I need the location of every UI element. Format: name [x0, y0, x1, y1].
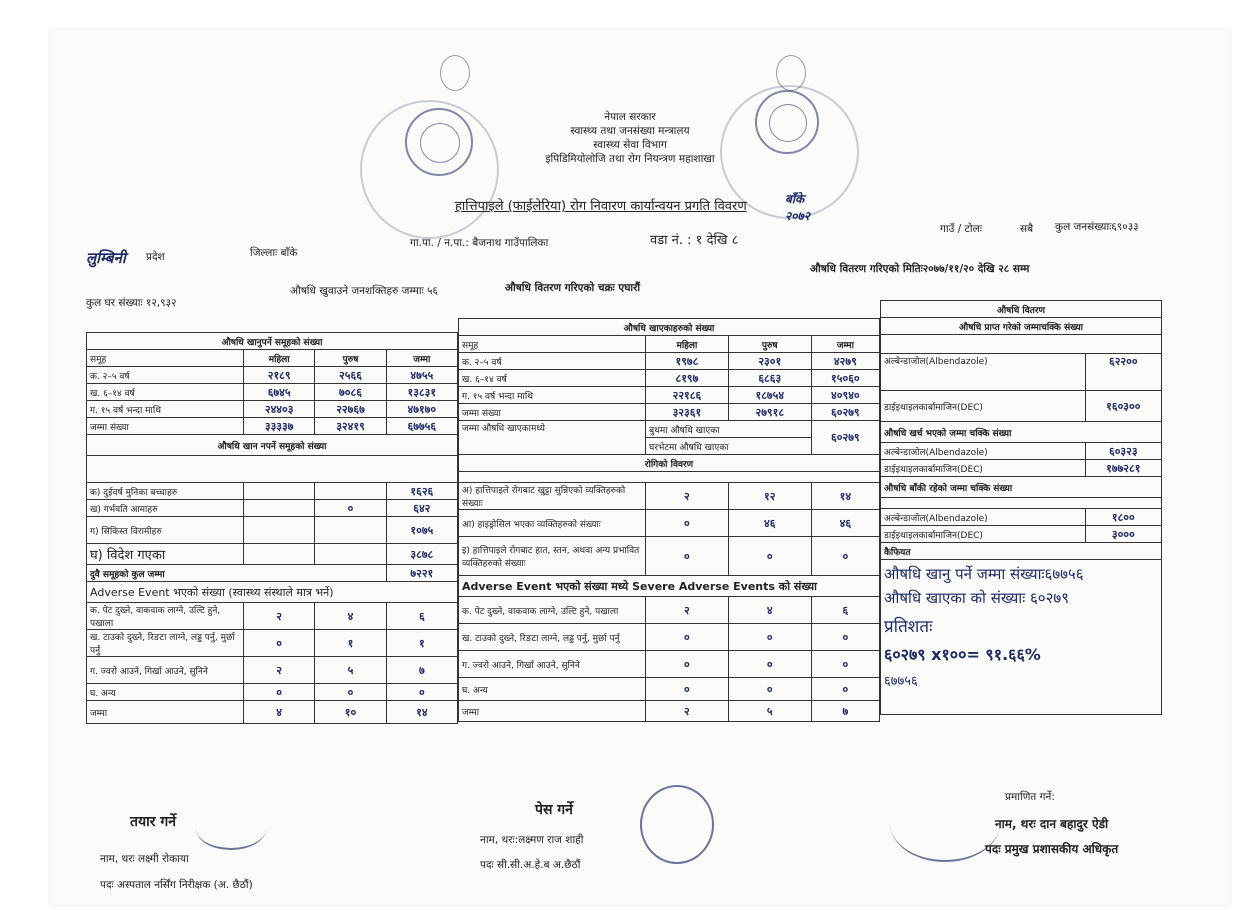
cell: जम्मा संख्या — [459, 404, 646, 421]
cell: ३००० — [1085, 526, 1161, 543]
cell: घ) विदेश गएका — [87, 544, 244, 565]
cell: ० — [728, 651, 811, 678]
cell: जम्मा संख्या — [87, 418, 244, 435]
cell: ६०२७९ — [811, 421, 879, 455]
cell: २२७६७ — [315, 401, 386, 418]
prepared-name: नाम, थरः लक्ष्मी रोकाया — [100, 853, 189, 865]
cell: ३२३६१ — [646, 404, 729, 421]
col-header: जम्मा — [811, 336, 879, 353]
right-table — [880, 300, 1162, 715]
cell: १४ — [811, 483, 879, 510]
cell: डाईइथाइलकार्बामाजिन(DEC) — [881, 391, 1086, 422]
table-row — [87, 418, 458, 435]
cell: १८७५४ — [728, 387, 811, 404]
cell: ० — [386, 684, 457, 701]
table-row — [881, 460, 1162, 477]
table-row — [459, 370, 880, 387]
col-header: समूह — [459, 336, 646, 353]
cell: जम्मा औषधि खाएकामध्ये — [459, 421, 646, 455]
cell: ग. १५ वर्ष भन्दा माथि — [87, 401, 244, 418]
cell: घ. अन्य — [459, 678, 646, 701]
cell: १०७५ — [386, 517, 457, 544]
table-row — [459, 483, 880, 510]
cell: ० — [646, 537, 729, 576]
cell — [244, 500, 315, 517]
cell: ६०२७९ — [811, 404, 879, 421]
spent-title: औषधि खर्च भएको जम्मा चक्कि संख्या — [881, 422, 1162, 443]
remarks-box — [881, 560, 1162, 715]
cell — [244, 517, 315, 544]
mid-table-title: औषधि खाएकाहरुको संख्या — [459, 319, 880, 336]
cell: ६ — [811, 597, 879, 624]
left-table-title: औषधि खानुपर्ने समूहको संख्या — [87, 333, 458, 350]
col-header: पुरुष — [315, 350, 386, 367]
table-row — [87, 500, 458, 517]
table-row — [87, 483, 458, 500]
col-header: पुरुष — [728, 336, 811, 353]
left-table — [86, 332, 458, 724]
cell: ० — [811, 651, 879, 678]
cell: ४ — [315, 603, 386, 630]
left-title: औषधि बाँकी रहेको जम्मा चक्कि संख्या — [881, 477, 1162, 498]
cell: ० — [244, 684, 315, 701]
cell: बुथमा औषधि खाएका — [646, 421, 812, 438]
cell: १५०६० — [811, 370, 879, 387]
cell: ० — [646, 651, 729, 678]
cell: ग) सिकिस्त विरामीहरु — [87, 517, 244, 544]
cell: १२ — [728, 483, 811, 510]
submitted-post: पदः सी.सी.अ.हे.ब अ.छैठौं — [480, 859, 581, 871]
remark-line: प्रतिशतः — [884, 617, 933, 637]
cell: ० — [811, 537, 879, 576]
cell: ० — [811, 678, 879, 701]
cell: २४४०३ — [244, 401, 315, 418]
table-row — [459, 597, 880, 624]
cell: जम्मा — [87, 701, 244, 724]
remark-line: औषधि खाएका को संख्याः ६०२७९ — [884, 589, 1069, 607]
stamp-text: बाँके २०७२ — [785, 192, 810, 223]
header-division: इपिडिमियोलोजि तथा रोग नियन्त्रण महाशाखा — [545, 153, 715, 165]
cell: ० — [728, 537, 811, 576]
cell: ६ — [386, 603, 457, 630]
distribution-date: औषधि वितरण गरिएको मितिः२०७७/११/२० देखि २८ सम्म — [810, 263, 1030, 275]
header-dept: स्वास्थ्य सेवा विभाग — [593, 139, 667, 151]
table-row — [459, 387, 880, 404]
table-row — [87, 544, 458, 565]
cell: क. पेट दुख्ने, वाकवाक लाग्ने, उल्टि हुने, पखाला — [459, 597, 646, 624]
remark-line: ६७७५६ — [884, 674, 918, 689]
cell: ख. टाउको दुख्ने, रिङटा लाग्ने, लड्ड पर्नु, मुर्छा पर्नु — [459, 624, 646, 651]
cell: १३८३१ — [386, 384, 457, 401]
cell: ० — [646, 510, 729, 537]
cell: ६७४५ — [244, 384, 315, 401]
cell: क. पेट दुख्ने, वाकवाक लाग्ने, उल्टि हुने, पखाला — [87, 603, 244, 630]
cell: क) दुईवर्ष मुनिका बच्चाहरु — [87, 483, 244, 500]
col-header: समूह — [87, 350, 244, 367]
cell: जम्मा — [459, 701, 646, 722]
table-row — [459, 404, 880, 421]
cell: ८१९७ — [646, 370, 729, 387]
cell: २५६६ — [315, 367, 386, 384]
table-row — [881, 391, 1162, 422]
cell: ४ — [728, 597, 811, 624]
cell: ६२२०० — [1085, 354, 1161, 391]
cell: ६०३२३ — [1085, 443, 1161, 460]
cell: ग. ज्वरो आउने, गिर्खा आउने, सुनिने — [87, 657, 244, 684]
table-row — [459, 701, 880, 722]
cell: ४६ — [811, 510, 879, 537]
ward: वडा नं. : १ देखि ८ — [650, 233, 739, 248]
table-row — [459, 510, 880, 537]
cell: २ — [646, 597, 729, 624]
cell: क. २–५ वर्ष — [87, 367, 244, 384]
province-label: प्रदेश — [146, 251, 165, 263]
table-row — [87, 657, 458, 684]
cell: आ) हाइड्रोसिल भएका व्यक्तिहरुको संख्याः — [459, 510, 646, 537]
table-row — [881, 443, 1162, 460]
cell: १ — [315, 630, 386, 657]
cell: ४ — [244, 701, 315, 724]
col-header: महिला — [646, 336, 729, 353]
cell: अ) हात्तिपाइले रोगबाट खुट्टा सुन्निएको व्यक्तिहरुको संख्याः — [459, 483, 646, 510]
verified-name: नाम, थरः दान बहादुर ऐडी — [995, 817, 1109, 831]
cell — [315, 544, 386, 565]
signature-prepared — [196, 808, 266, 850]
cell: अल्बेन्डाजोल(Albendazole) — [881, 509, 1086, 526]
right-table-title: औषधि वितरण — [881, 301, 1162, 318]
cell: ४६ — [728, 510, 811, 537]
cell: ३८७८ — [386, 544, 457, 565]
table-row — [881, 526, 1162, 543]
table-row — [881, 354, 1162, 391]
table-row — [881, 509, 1162, 526]
cell: १० — [315, 701, 386, 724]
table-row — [459, 651, 880, 678]
cell: २७९१८ — [728, 404, 811, 421]
seal-ring-left — [360, 100, 499, 239]
middle-table — [458, 318, 880, 722]
prepared-by: तयार गर्ने — [130, 814, 176, 830]
cell: ० — [646, 624, 729, 651]
cell: ख. ६–१४ वर्ष — [87, 384, 244, 401]
cell: ६४२ — [386, 500, 457, 517]
prepared-post: पदः अस्पताल नर्सिंग निरीक्षक (अ. छैठौं) — [100, 879, 253, 891]
cell: दुवै समूहको कुल जम्मा — [87, 565, 387, 582]
municipality: गा.पा. / न.पा.: बैजनाथ गाउँपालिका — [410, 237, 549, 249]
cell: अल्बेन्डाजोल(Albendazole) — [881, 443, 1086, 460]
cell: २ — [244, 603, 315, 630]
cell: २ — [646, 483, 729, 510]
table-row — [87, 367, 458, 384]
header-ministry: स्वास्थ्य तथा जनसंख्या मन्त्रालय — [570, 125, 690, 137]
cell: घ. अन्य — [87, 684, 244, 701]
cell: ० — [244, 630, 315, 657]
volunteer-count: औषधि खुवाउने जनशक्तिहरु जम्माः ५६ — [290, 285, 438, 297]
table-row — [87, 517, 458, 544]
submitted-name: नाम, थरः:लक्ष्मण राज शाही — [480, 834, 584, 846]
signature-verified — [890, 785, 1000, 862]
table-row — [87, 701, 458, 724]
cell: ख. ६–१४ वर्ष — [459, 370, 646, 387]
table-row — [87, 401, 458, 418]
distribution-round: औषधि वितरण गरिएको चक्रः एघारौं — [505, 282, 641, 294]
cell: ३२४१९ — [315, 418, 386, 435]
table-row — [459, 624, 880, 651]
submitted-by: पेस गर्ने — [535, 802, 573, 818]
table-row — [459, 678, 880, 701]
district: जिल्लाः बाँके — [250, 247, 298, 259]
cell: ४७१७० — [386, 401, 457, 418]
remark-line: औषधि खानु पर्ने जम्मा संख्याः६७७५६ — [884, 565, 1084, 583]
received-title: औषधि प्राप्त गरेको जम्माचक्कि संख्या — [881, 318, 1162, 335]
col-header: जम्मा — [386, 350, 457, 367]
cell: ० — [315, 684, 386, 701]
cell: २३०१ — [728, 353, 811, 370]
table-row — [87, 565, 458, 582]
adverse-title: Adverse Event भएको संख्या (स्वास्थ्य संस्थाले मात्र भर्ने) — [87, 582, 458, 603]
village-label: गाउँ / टोलः — [940, 223, 982, 235]
cell: ० — [728, 624, 811, 651]
cell: १६२६ — [386, 483, 457, 500]
header-gov: नेपाल सरकार — [604, 111, 656, 123]
table-row — [87, 603, 458, 630]
table-row — [459, 421, 880, 438]
cell: ३३३३७ — [244, 418, 315, 435]
verified-by: प्रमाणित गर्ने: — [1005, 791, 1055, 803]
cell: इ) हात्तिपाइले रोगबाट हात, स्तन, अथवा अन्य प्रभावित व्यक्तिहरुको संख्याः — [459, 537, 646, 576]
cell: १४ — [386, 701, 457, 724]
cell: १ — [386, 630, 457, 657]
cell: २ — [646, 701, 729, 722]
table-row — [87, 384, 458, 401]
house-count: कुल घर संख्याः १२,९३२ — [86, 297, 177, 309]
verified-post: पदः प्रमुख प्रशासकीय अधिकृत — [985, 842, 1119, 856]
cell: क. २–५ वर्ष — [459, 353, 646, 370]
remark-line: ६०२७९ x१००= ९१.६६% — [884, 645, 1041, 664]
col-header: महिला — [244, 350, 315, 367]
cell: २२१८६ — [646, 387, 729, 404]
cell: २१८९ — [244, 367, 315, 384]
table-row — [87, 684, 458, 701]
cell: १८०० — [1085, 509, 1161, 526]
cell: ४७५५ — [386, 367, 457, 384]
cell: ग. १५ वर्ष भन्दा माथि — [459, 387, 646, 404]
cell: ० — [646, 678, 729, 701]
cell: १९७८ — [646, 353, 729, 370]
cell: अल्बेन्डाजोल(Albendazole) — [881, 354, 1086, 391]
cell: ६७७५६ — [386, 418, 457, 435]
cell: डाईइथाइलकार्बामाजिन(DEC) — [881, 460, 1086, 477]
table-row — [459, 353, 880, 370]
signature-submitted — [640, 785, 714, 864]
cell: ५ — [728, 701, 811, 722]
remarks-title: कैफियत — [881, 543, 1162, 560]
cell: डाईइथाइलकार्बामाजिन(DEC) — [881, 526, 1086, 543]
cell — [244, 483, 315, 500]
cell: घरभेटमा औषधि खाएका — [646, 438, 812, 455]
cell: ग. ज्वरो आउने, गिर्खा आउने, सुनिने — [459, 651, 646, 678]
report-title: हात्तिपाइले (फाईलेरिया) रोग निवारण कार्यान्वयन प्रगति विवरण — [455, 199, 747, 214]
excluded-title: औषधि खान नपर्ने समूहको संख्या — [87, 435, 458, 456]
cell: ० — [811, 624, 879, 651]
cell: ७ — [386, 657, 457, 684]
severe-title: Adverse Event भएको संख्या मध्ये Severe Adverse Events को संख्या — [459, 576, 880, 597]
cell: १६०३०० — [1085, 391, 1161, 422]
cell: ७२२१ — [386, 565, 457, 582]
cell: ख) गर्भवति आमाहरु — [87, 500, 244, 517]
cell: ४०९४० — [811, 387, 879, 404]
cell: ६८६३ — [728, 370, 811, 387]
cell: ५ — [315, 657, 386, 684]
cell: ० — [315, 500, 386, 517]
cell — [315, 517, 386, 544]
province-value: लुम्बिनी — [86, 249, 126, 267]
population: कुल जनसंख्याः६९०३३ — [1055, 221, 1139, 233]
patients-title: रोगिको विवरण — [459, 455, 880, 472]
village-value: सबै — [1020, 223, 1034, 235]
punch-hole — [440, 55, 470, 91]
cell: ७ — [811, 701, 879, 722]
cell: ७०८६ — [315, 384, 386, 401]
cell: १७७२८१ — [1085, 460, 1161, 477]
table-row — [87, 630, 458, 657]
cell: ख. टाउको दुख्ने, रिङटा लाग्ने, लड्ड पर्नु, मुर्छा पर्नु — [87, 630, 244, 657]
cell — [244, 544, 315, 565]
cell: ० — [728, 678, 811, 701]
cell: २ — [244, 657, 315, 684]
cell: ४२७९ — [811, 353, 879, 370]
table-row — [459, 537, 880, 576]
cell — [315, 483, 386, 500]
